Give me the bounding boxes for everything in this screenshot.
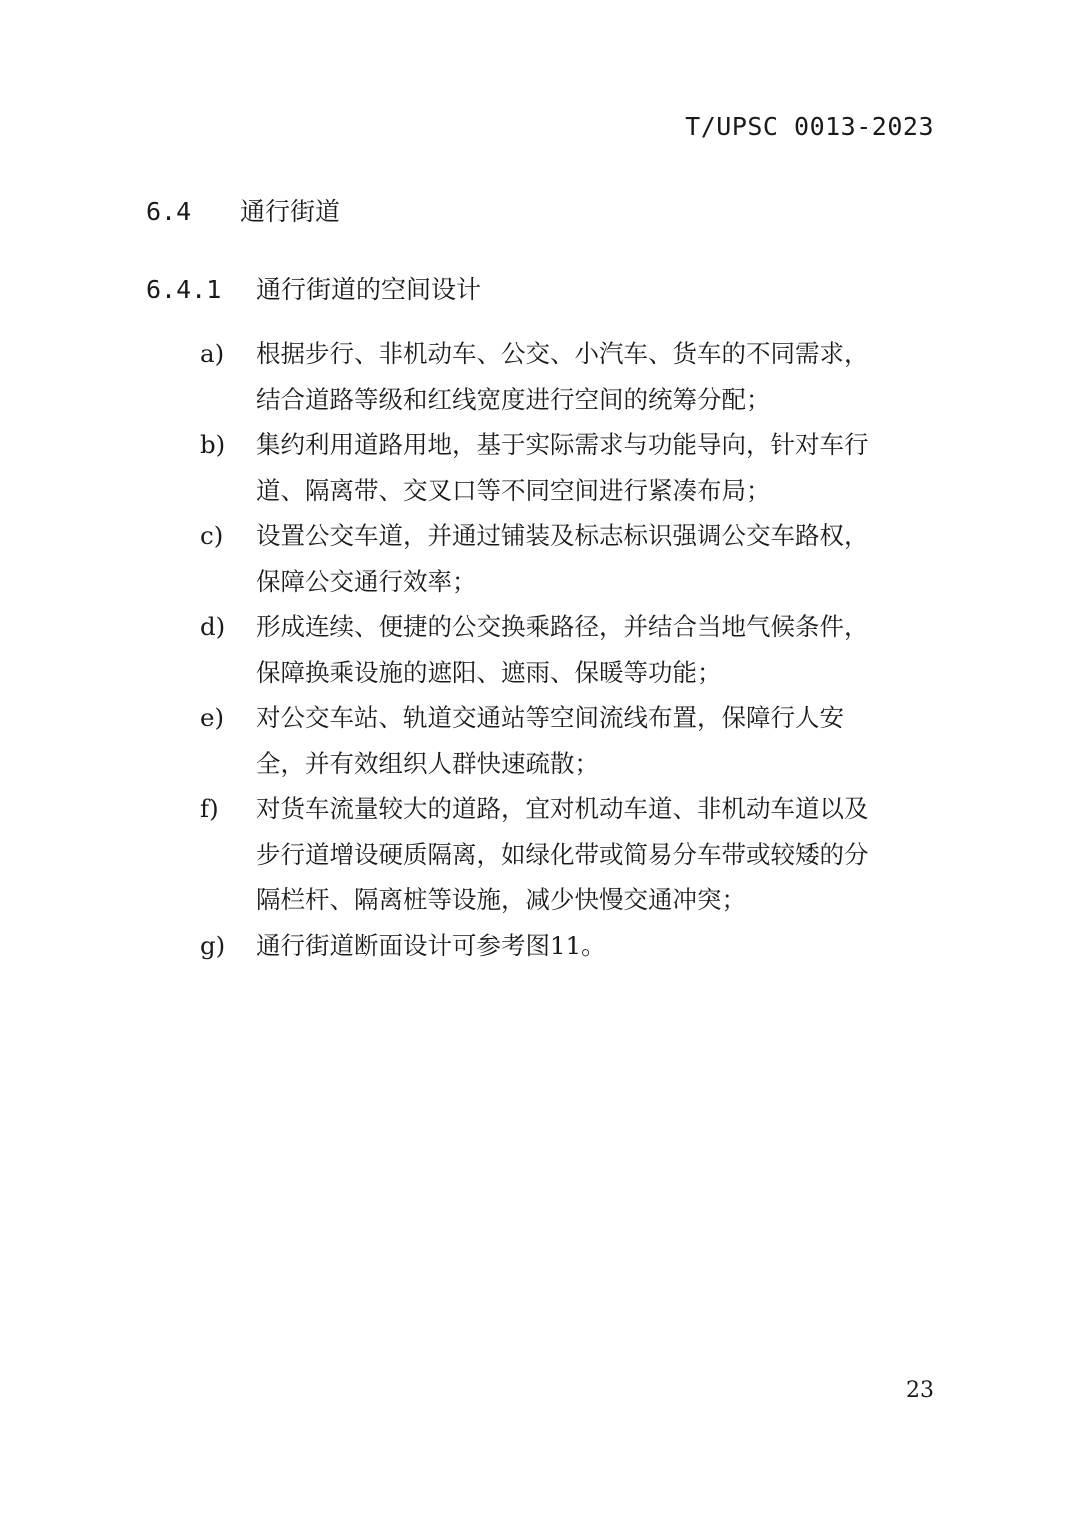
list-marker: f) bbox=[200, 794, 219, 823]
list-item-text bbox=[256, 331, 940, 422]
list-item-line: 根据步行、非机动车、公交、小汽车、货车的不同需求， bbox=[256, 339, 869, 368]
requirement-list bbox=[200, 331, 940, 968]
list-item-text bbox=[256, 695, 940, 786]
subsection-title: 通行街道的空间设计 bbox=[256, 275, 482, 304]
section-title: 通行街道 bbox=[240, 197, 341, 226]
list-item-line: 隔栏杆、隔离桩等设施，减少快慢交通冲突； bbox=[256, 885, 746, 914]
list-item bbox=[200, 513, 940, 604]
page-number: 23 bbox=[906, 1378, 934, 1403]
list-marker: g) bbox=[200, 930, 226, 960]
list-item-line: 对货车流量较大的道路，宜对机动车道、非机动车道以及 bbox=[256, 794, 869, 823]
list-item-text bbox=[256, 604, 940, 695]
list-item-line: 保障换乘设施的遮阳、遮雨、保暖等功能； bbox=[256, 657, 722, 687]
list-item-line: 形成连续、便捷的公交换乘路径，并结合当地气候条件， bbox=[256, 612, 869, 641]
list-marker: a) bbox=[200, 339, 225, 368]
list-item bbox=[200, 604, 940, 695]
section-number: 6.4 bbox=[146, 197, 192, 226]
list-item bbox=[200, 422, 940, 513]
list-item-line: 集约利用道路用地，基于实际需求与功能导向，针对车行 bbox=[256, 430, 869, 459]
list-item bbox=[200, 331, 940, 422]
subsection-number: 6.4.1 bbox=[146, 275, 222, 304]
list-item-line: 设置公交车道，并通过铺装及标志标识强调公交车路权， bbox=[256, 521, 869, 550]
list-item-line: 步行道增设硬质隔离，如绿化带或简易分车带或较矮的分 bbox=[256, 839, 869, 869]
list-item-line: 对公交车站、轨道交通站等空间流线布置，保障行人安 bbox=[256, 703, 844, 732]
list-marker: d) bbox=[200, 612, 226, 641]
list-item-text bbox=[256, 923, 940, 969]
list-item-line: 全，并有效组织人群快速疏散； bbox=[256, 748, 599, 778]
list-item-text bbox=[256, 786, 940, 923]
list-item-text bbox=[256, 513, 940, 604]
list-item-line: 保障公交通行效率； bbox=[256, 566, 477, 596]
list-item bbox=[200, 923, 940, 969]
list-marker: b) bbox=[200, 430, 226, 459]
list-item-line: 道、隔离带、交叉口等不同空间进行紧凑布局； bbox=[256, 475, 771, 505]
list-marker: c) bbox=[200, 521, 224, 550]
subsection-heading bbox=[146, 273, 481, 307]
section-heading bbox=[146, 195, 340, 229]
list-item-text bbox=[256, 422, 940, 513]
list-item-line: 结合道路等级和红线宽度进行空间的统筹分配； bbox=[256, 384, 771, 414]
list-marker: e) bbox=[200, 703, 225, 732]
list-item bbox=[200, 786, 940, 923]
standard-code: T/UPSC 0013-2023 bbox=[685, 112, 934, 141]
list-item bbox=[200, 695, 940, 786]
list-item-line: 通行街道断面设计可参考图11。 bbox=[256, 930, 606, 960]
